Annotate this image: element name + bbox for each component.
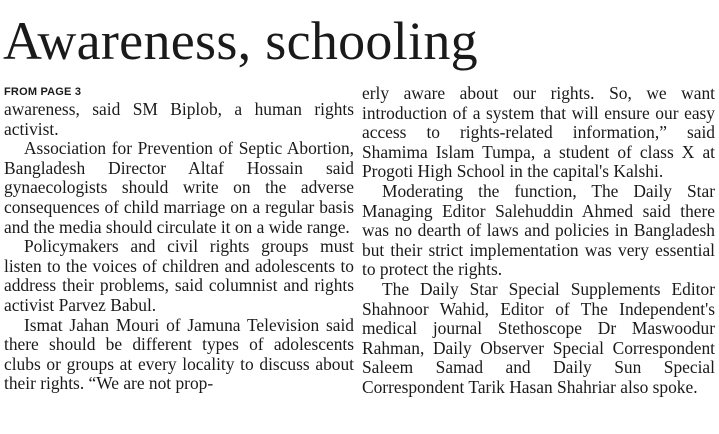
left-column bbox=[4, 84, 354, 394]
paragraph: Policymakers and civil rights groups must listen to the voices of children and adolescents to address their problems, said columnist and rights activist Parvez Babul. bbox=[4, 236, 354, 315]
right-column bbox=[362, 84, 715, 398]
paragraph: Ismat Jahan Mouri of Jamuna Television said there should be different types of adolescents clubs or groups at every locality to discuss about their rights. “We are not prop- bbox=[4, 314, 354, 394]
paragraph: Moderating the function, The Daily Star Managing Editor Salehuddin Ahmed said there was no dearth of laws and policies in Bangladesh but their strict implementation was very essential to protect the rights. bbox=[362, 180, 715, 280]
paragraph: erly aware about our rights. So, we want introduction of a system that will ensure our easy access to rights-related information,” said Shamima Islam Tumpa, a student of class X at Progoti High School in the capital's Kalshi. bbox=[362, 83, 715, 182]
headline: Awareness, schooling bbox=[3, 11, 478, 71]
paragraph: The Daily Star Special Supplements Editor Shahnoor Wahid, Editor of The Independent's medical journal Stethoscope Dr Maswoodur Rahman, Daily Observer Special Correspondent Saleem Samad and Daily Sun Special Correspondent Tarik Hasan Shahriar also spoke. bbox=[362, 278, 715, 397]
continuation-kicker: FROM PAGE 3 bbox=[4, 86, 82, 98]
paragraph: Association for Prevention of Septic Abortion, Bangladesh Director Altaf Hossain said gynaecologists should write on the adverse consequences of child marriage on a regular basis and the media should circulate it on a wide range. bbox=[4, 138, 354, 237]
paragraph: awareness, said SM Biplob, a human rights activist. bbox=[4, 99, 354, 139]
